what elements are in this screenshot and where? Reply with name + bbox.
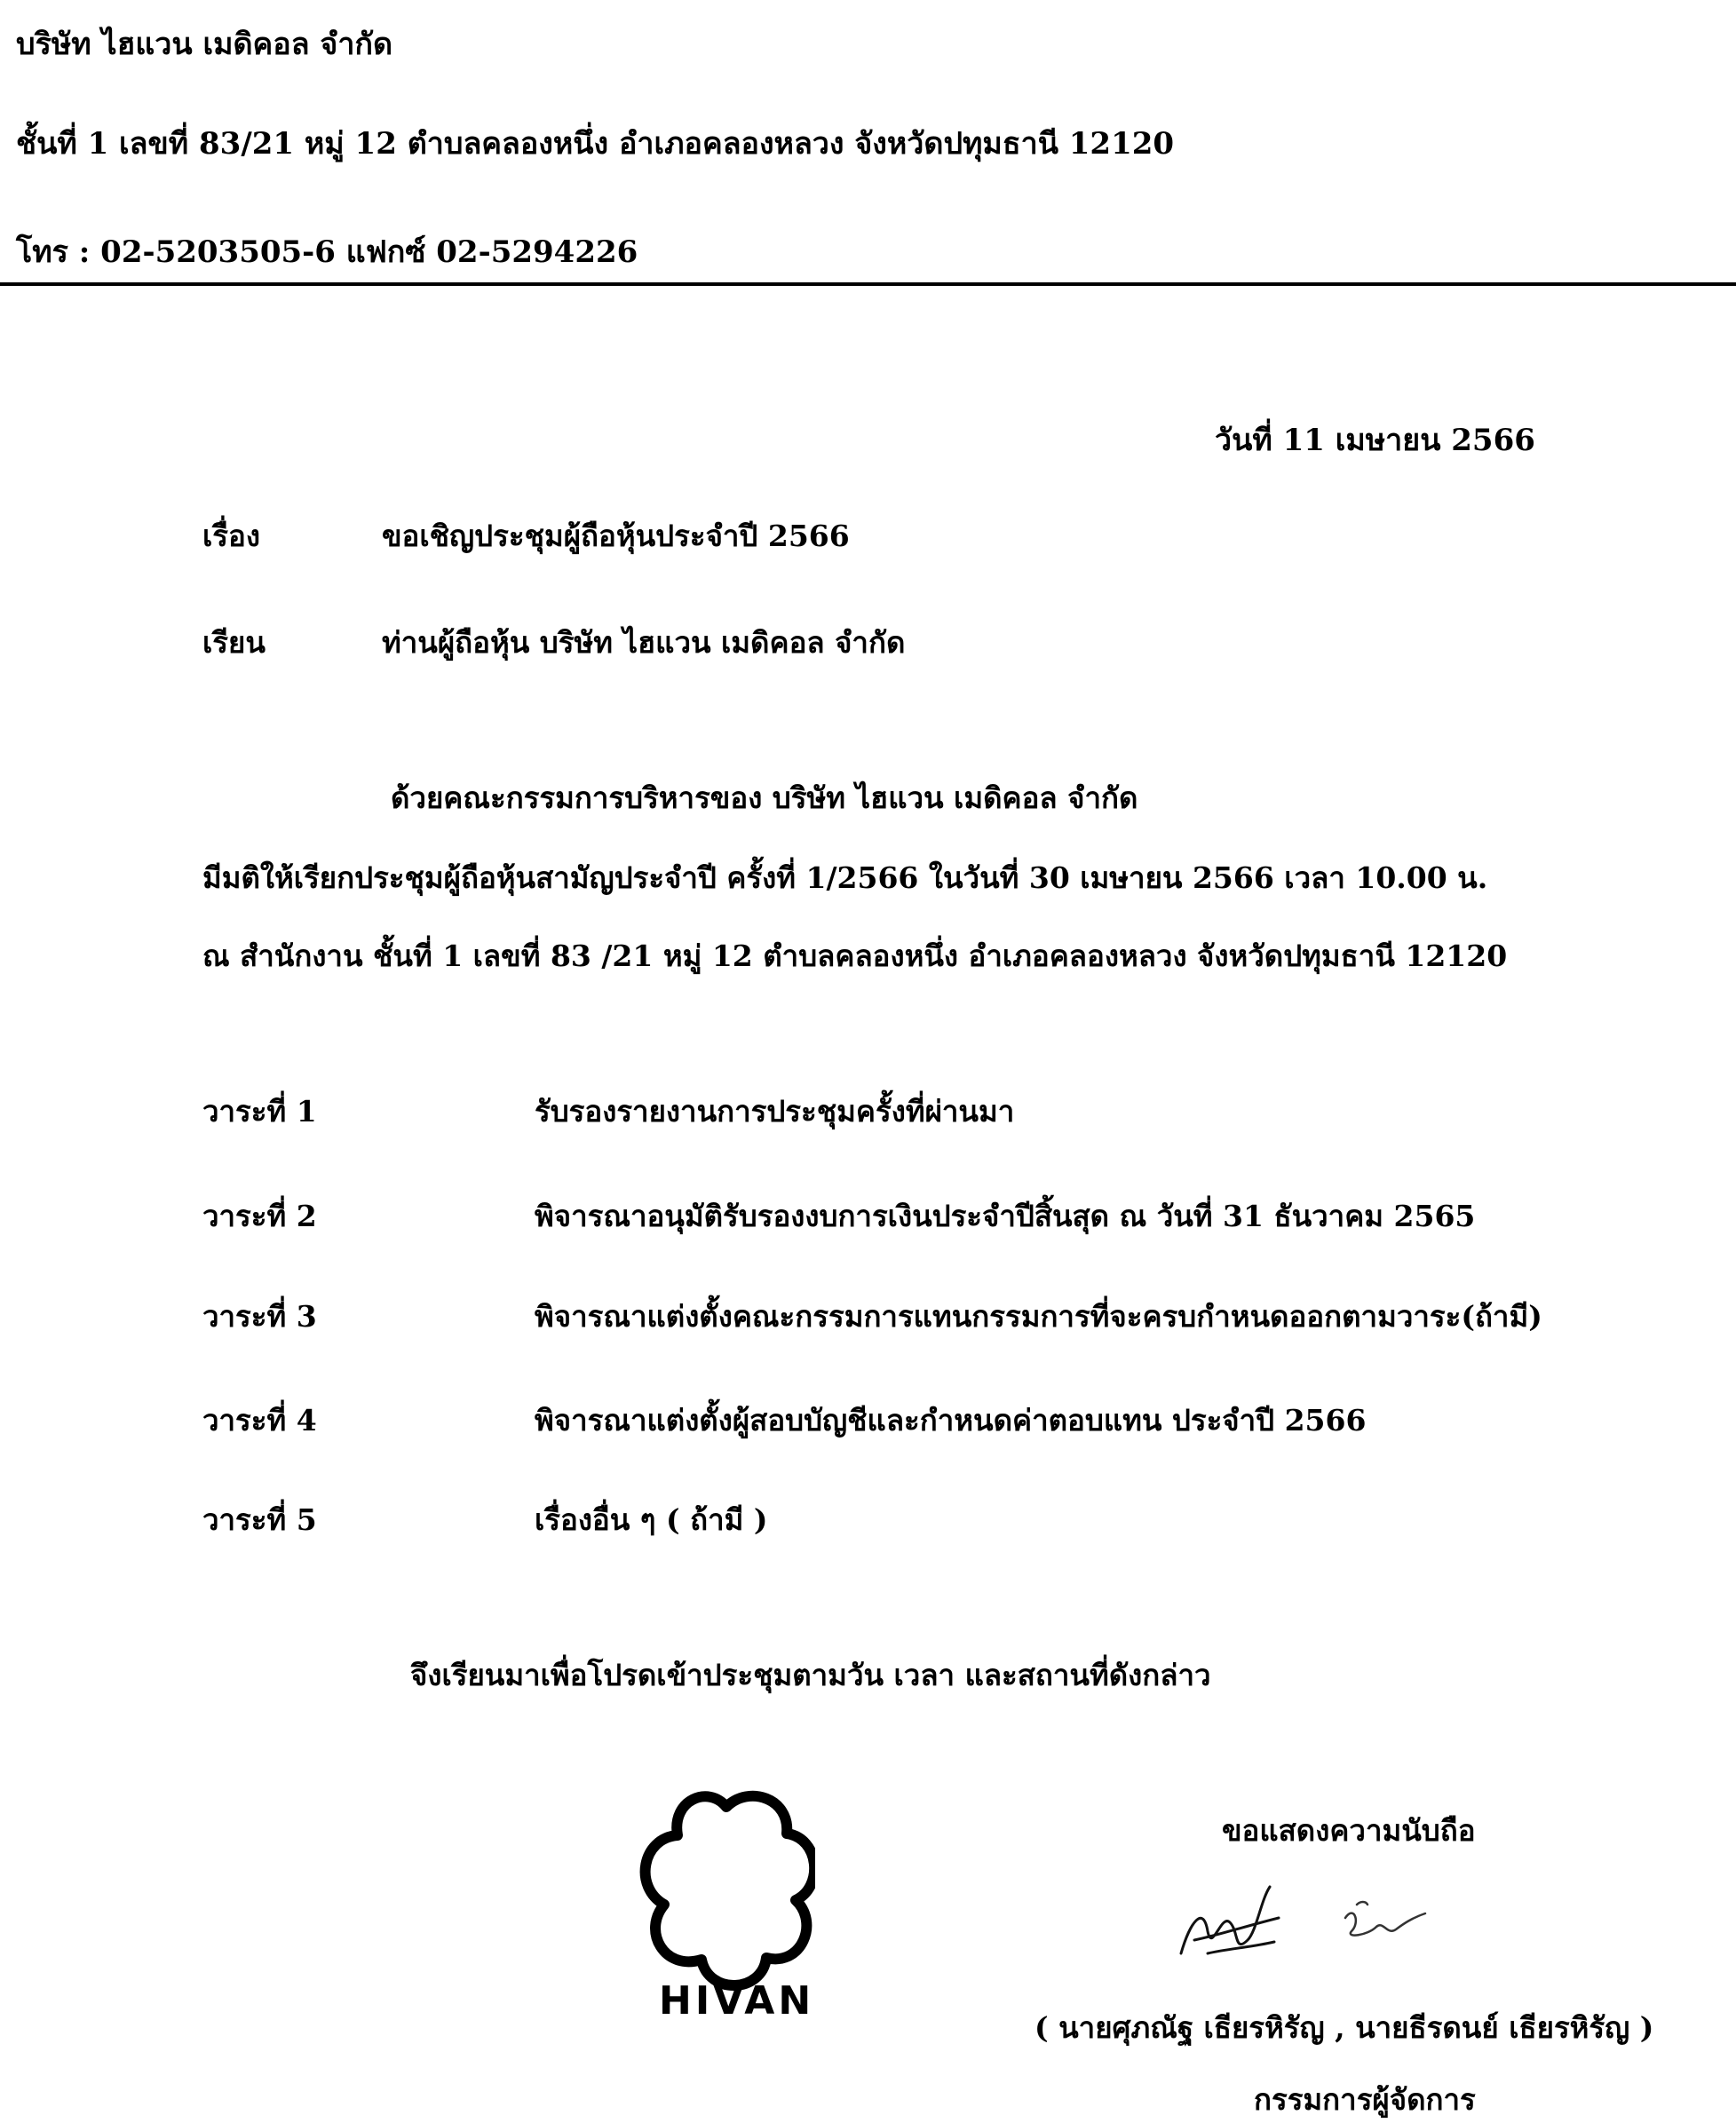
subject-value: ขอเชิญประชุมผู้ถือหุ้นประจำปี 2566 (382, 519, 850, 553)
signer-names: ( นายศุภณัฐ เธียรหิรัญ , นายธีรดนย์ เธียรหิรัญ ) (1034, 2010, 1654, 2045)
body-paragraph-line: ด้วยคณะกรรมการบริหารของ บริษัท ไฮแวน เมดิคอล จำกัด (391, 780, 1138, 815)
agenda-item-label: วาระที่ 2 (202, 1199, 317, 1233)
header-divider (0, 282, 1736, 286)
subject-label: เรื่อง (202, 519, 260, 553)
regards-text: ขอแสดงความนับถือ (1222, 1813, 1476, 1848)
agenda-item-label: วาระที่ 5 (202, 1502, 317, 1537)
closing-line: จึงเรียนมาเพื่อโปรดเข้าประชุมตามวัน เวลา และสถานที่ดังกล่าว (410, 1658, 1211, 1692)
agenda-item-label: วาระที่ 1 (202, 1094, 317, 1129)
company-phone: โทร : 02-5203505-6 แฟกซ์ 02-5294226 (16, 234, 638, 270)
signer-title: กรรมการผู้จัดการ (1254, 2082, 1476, 2117)
recipient-value: ท่านผู้ถือหุ้น บริษัท ไฮแวน เมดิคอล จำกัด (382, 625, 906, 660)
recipient-label: เรียน (202, 625, 266, 660)
agenda-item-text: พิจารณาอนุมัติรับรองงบการเงินประจำปีสิ้นสุด ณ วันที่ 31 ธันวาคม 2565 (535, 1199, 1476, 1233)
agenda-item-label: วาระที่ 4 (202, 1403, 317, 1438)
body-paragraph-line: ณ สำนักงาน ชั้นที่ 1 เลขที่ 83 /21 หมู่ 12 ตำบลคลองหนึ่ง อำเภอคลองหลวง จังหวัดปทุมธานี 12120 (202, 939, 1508, 973)
handwritten-signatures (1154, 1869, 1456, 1967)
agenda-item-text: พิจารณาแต่งตั้งผู้สอบบัญชีและกำหนดค่าตอบแทน ประจำปี 2566 (535, 1403, 1367, 1438)
company-name: บริษัท ไฮแวน เมดิคอล จำกัด (16, 27, 393, 62)
company-address: ชั้นที่ 1 เลขที่ 83/21 หมู่ 12 ตำบลคลองหนึ่ง อำเภอคลองหลวง จังหวัดปทุมธานี 12120 (16, 126, 1175, 162)
letter-date: วันที่ 11 เมษายน 2566 (1215, 423, 1535, 458)
agenda-item-text: พิจารณาแต่งตั้งคณะกรรมการแทนกรรมการที่จะครบกำหนดออกตามวาระ(ถ้ามี) (535, 1299, 1542, 1334)
seal-text: HIVAN (659, 1978, 815, 2024)
body-paragraph-line: มีมติให้เรียกประชุมผู้ถือหุ้นสามัญประจำปี ครั้งที่ 1/2566 ในวันที่ 30 เมษายน 2566 เวลา 10.00 น. (202, 860, 1488, 895)
agenda-item-text: เรื่องอื่น ๆ ( ถ้ามี ) (535, 1502, 768, 1537)
agenda-item-label: วาระที่ 3 (202, 1299, 317, 1334)
agenda-item-text: รับรองรายงานการประชุมครั้งที่ผ่านมา (535, 1094, 1015, 1129)
